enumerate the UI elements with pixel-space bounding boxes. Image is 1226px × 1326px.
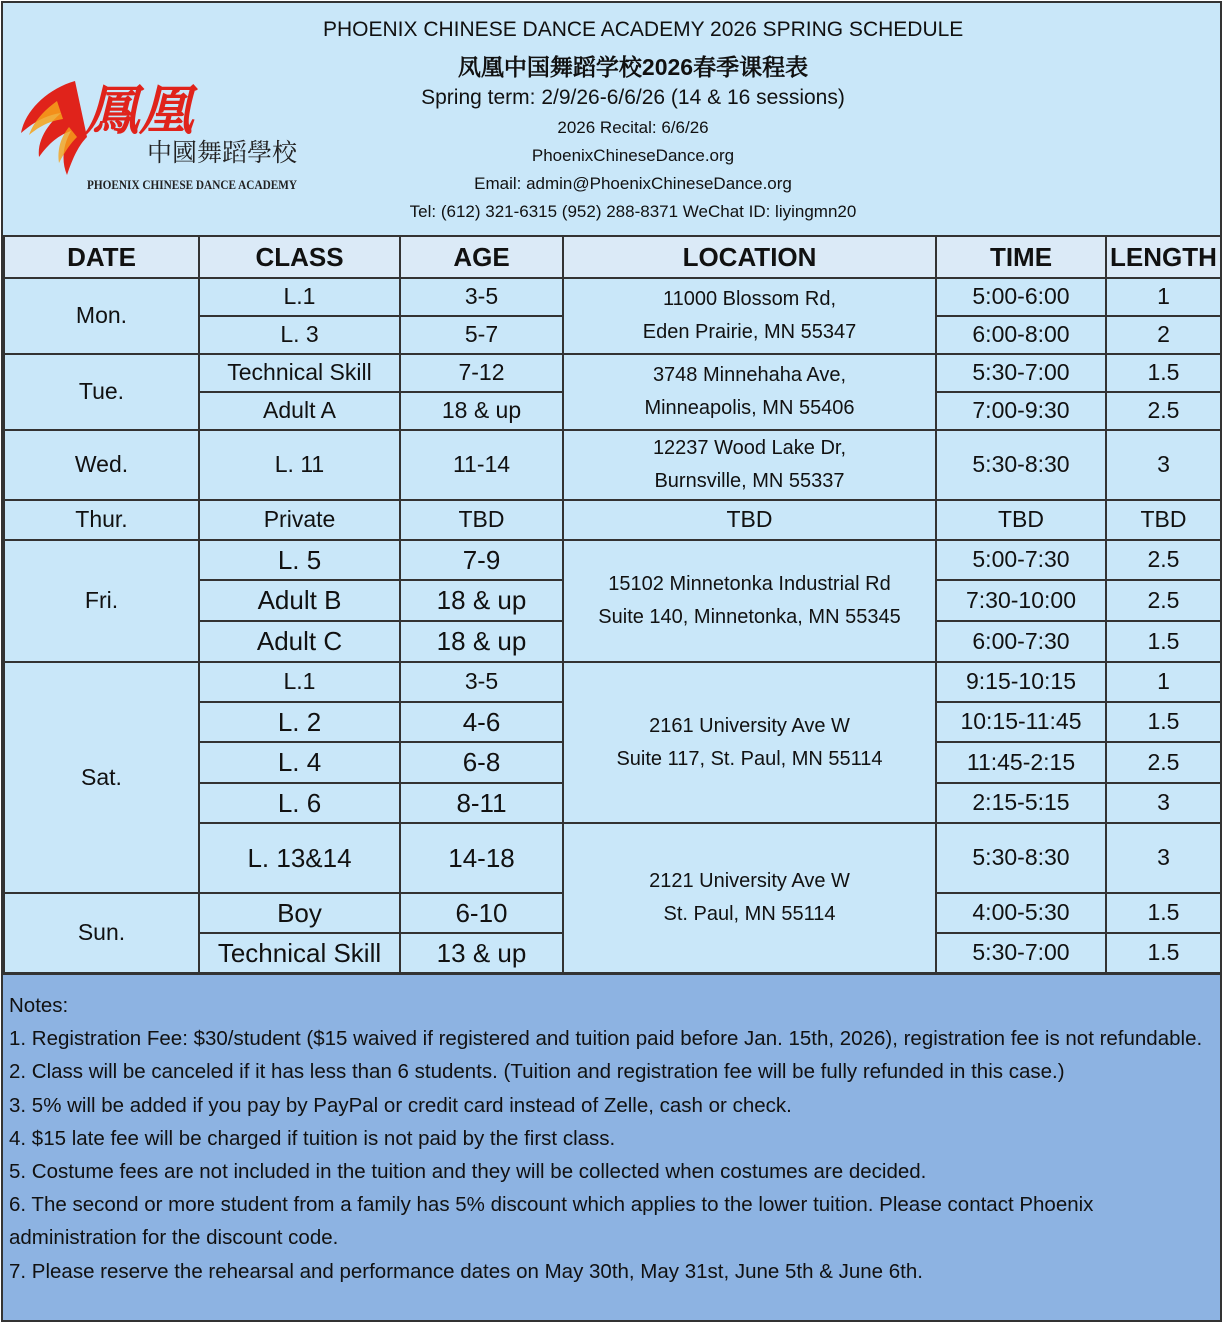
time-cell: 4:00-5:30 xyxy=(936,893,1106,933)
day-cell: Tue. xyxy=(4,354,199,430)
age-cell: TBD xyxy=(400,500,563,540)
class-cell: Boy xyxy=(199,893,400,933)
col-header-class: CLASS xyxy=(199,236,400,278)
location-line: 15102 Minnetonka Industrial Rd xyxy=(608,573,891,595)
class-cell: Adult C xyxy=(199,621,400,662)
time-cell: 5:00-7:30 xyxy=(936,540,1106,580)
location-cell xyxy=(563,354,936,430)
location-cell xyxy=(563,540,936,662)
time-cell: 6:00-8:00 xyxy=(936,316,1106,354)
table-row xyxy=(4,354,1221,392)
time-cell: 5:30-7:00 xyxy=(936,354,1106,392)
age-cell: 8-11 xyxy=(400,783,563,823)
table-row xyxy=(4,430,1221,500)
length-cell: 2 xyxy=(1106,316,1221,354)
note-item: 6. The second or more student from a family has 5% discount which applies to the lower tuition. Please contact Phoenix administration for the discount code. xyxy=(9,1193,1094,1250)
length-cell: 3 xyxy=(1106,823,1221,893)
table-row xyxy=(4,500,1221,540)
day-cell: Fri. xyxy=(4,540,199,662)
location-line: Eden Prairie, MN 55347 xyxy=(642,321,857,343)
age-cell: 18 & up xyxy=(400,621,563,662)
note-item: 1. Registration Fee: $30/student ($15 waived if registered and tuition paid before Jan. 15th, 2026), registration fee is not refundable. xyxy=(9,1027,1203,1051)
time-cell: 5:30-8:30 xyxy=(936,430,1106,500)
age-cell: 13 & up xyxy=(400,933,563,973)
time-cell: 2:15-5:15 xyxy=(936,783,1106,823)
age-cell: 18 & up xyxy=(400,580,563,621)
time-cell: 11:45-2:15 xyxy=(936,742,1106,783)
location-line: Suite 117, St. Paul, MN 55114 xyxy=(616,747,883,770)
day-cell: Sun. xyxy=(4,893,199,973)
email-link[interactable]: Email: admin@PhoenixChineseDance.org xyxy=(474,174,792,193)
location-line: St. Paul, MN 55114 xyxy=(663,903,836,925)
location-line: Minneapolis, MN 55406 xyxy=(644,397,855,419)
website-link[interactable]: PhoenixChineseDance.org xyxy=(531,146,735,165)
age-cell: 11-14 xyxy=(400,430,563,500)
logo-cn-name: 中國舞蹈學校 xyxy=(147,138,298,167)
length-cell: 1.5 xyxy=(1106,893,1221,933)
location-line: 11000 Blossom Rd, xyxy=(662,288,837,310)
notes-heading: Notes: xyxy=(9,994,69,1017)
class-cell: L. 4 xyxy=(199,742,400,783)
age-cell: 4-6 xyxy=(400,702,563,742)
length-cell: 1.5 xyxy=(1106,621,1221,662)
length-cell: 2.5 xyxy=(1106,580,1221,621)
location-cell xyxy=(563,430,936,500)
location-line: Burnsville, MN 55337 xyxy=(654,470,845,492)
location-line: 3748 Minnehaha Ave, xyxy=(652,364,847,386)
class-cell: L. 6 xyxy=(199,783,400,823)
time-cell: 5:30-7:00 xyxy=(936,933,1106,973)
logo-big-chars: 鳳凰 xyxy=(85,78,193,142)
class-cell: L. 3 xyxy=(199,316,400,354)
note-item: 2. Class will be canceled if it has less than 6 students. (Tuition and registration fee will be fully refunded in this case.) xyxy=(9,1060,1065,1084)
age-cell: 14-18 xyxy=(400,823,563,893)
length-cell: 3 xyxy=(1106,783,1221,823)
length-cell: 3 xyxy=(1106,430,1221,500)
age-cell: 7-12 xyxy=(400,354,563,392)
time-cell: 6:00-7:30 xyxy=(936,621,1106,662)
col-header-length: LENGTH xyxy=(1106,236,1221,278)
length-cell: 1 xyxy=(1106,278,1221,316)
class-cell: Adult A xyxy=(199,392,400,430)
time-cell: 7:00-9:30 xyxy=(936,392,1106,430)
day-cell: Thur. xyxy=(4,500,199,540)
table-row xyxy=(4,662,1221,702)
age-cell: 6-10 xyxy=(400,893,563,933)
class-cell: L.1 xyxy=(199,278,400,316)
class-cell: Adult B xyxy=(199,580,400,621)
age-cell: 18 & up xyxy=(400,392,563,430)
location-line: 12237 Wood Lake Dr, xyxy=(652,437,847,459)
class-cell: Technical Skill xyxy=(199,354,400,392)
location-cell: TBD xyxy=(563,500,936,540)
note-item: 5. Costume fees are not included in the tuition and they will be collected when costumes are decided. xyxy=(9,1160,927,1184)
time-cell: 10:15-11:45 xyxy=(936,702,1106,742)
location-cell xyxy=(563,662,936,823)
age-cell: 5-7 xyxy=(400,316,563,354)
contact-info: Tel: (612) 321-6315 (952) 288-8371 WeChat ID: liyingmn20 xyxy=(409,202,857,221)
time-cell: 5:30-8:30 xyxy=(936,823,1106,893)
age-cell: 3-5 xyxy=(400,662,563,702)
class-cell: L.1 xyxy=(199,662,400,702)
time-cell: 7:30-10:00 xyxy=(936,580,1106,621)
note-item: 3. 5% will be added if you pay by PayPal or credit card instead of Zelle, cash or check. xyxy=(9,1093,792,1117)
age-cell: 6-8 xyxy=(400,742,563,783)
length-cell: 2.5 xyxy=(1106,392,1221,430)
col-header-time: TIME xyxy=(936,236,1106,278)
class-cell: L. 5 xyxy=(199,540,400,580)
table-row xyxy=(4,540,1221,580)
table-row xyxy=(4,278,1221,316)
time-cell: TBD xyxy=(936,500,1106,540)
table-header-row xyxy=(4,236,1221,278)
col-header-date: DATE xyxy=(4,236,199,278)
age-cell: 7-9 xyxy=(400,540,563,580)
length-cell: 2.5 xyxy=(1106,742,1221,783)
day-cell: Wed. xyxy=(4,430,199,500)
header xyxy=(3,3,1220,235)
day-cell: Sat. xyxy=(4,662,199,893)
class-cell: L. 13&14 xyxy=(199,823,400,893)
length-cell: 1.5 xyxy=(1106,702,1221,742)
age-cell: 3-5 xyxy=(400,278,563,316)
recital-date: 2026 Recital: 6/6/26 xyxy=(557,118,709,137)
title-english: PHOENIX CHINESE DANCE ACADEMY 2026 SPRING SCHEDULE xyxy=(323,18,964,41)
length-cell: 2.5 xyxy=(1106,540,1221,580)
time-cell: 5:00-6:00 xyxy=(936,278,1106,316)
notes-section xyxy=(3,973,1220,1320)
phoenix-wing-icon xyxy=(21,81,87,175)
location-line: 2121 University Ave W xyxy=(649,870,850,892)
title-chinese: 凤凰中国舞蹈学校2026春季课程表 xyxy=(457,54,809,80)
day-cell: Mon. xyxy=(4,278,199,354)
class-cell: L. 11 xyxy=(199,430,400,500)
location-cell xyxy=(563,278,936,354)
length-cell: TBD xyxy=(1106,500,1221,540)
length-cell: 1.5 xyxy=(1106,933,1221,973)
class-cell: Private xyxy=(199,500,400,540)
phoenix-logo xyxy=(17,71,307,195)
schedule-table xyxy=(3,235,1222,974)
length-cell: 1 xyxy=(1106,662,1221,702)
note-item: 7. Please reserve the rehearsal and performance dates on May 30th, May 31st, June 5th & June 6th. xyxy=(9,1259,923,1283)
time-cell: 9:15-10:15 xyxy=(936,662,1106,702)
class-cell: L. 2 xyxy=(199,702,400,742)
spring-term: Spring term: 2/9/26-6/6/26 (14 & 16 sessions) xyxy=(421,86,845,109)
location-cell xyxy=(563,823,936,973)
col-header-location: LOCATION xyxy=(563,236,936,278)
col-header-age: AGE xyxy=(400,236,563,278)
schedule-sheet xyxy=(1,1,1222,1322)
location-line: 2161 University Ave W xyxy=(649,714,850,737)
location-line: Suite 140, Minnetonka, MN 55345 xyxy=(598,606,901,628)
length-cell: 1.5 xyxy=(1106,354,1221,392)
class-cell: Technical Skill xyxy=(199,933,400,973)
logo-en-name: PHOENIX CHINESE DANCE ACADEMY xyxy=(87,178,297,192)
note-item: 4. $15 late fee will be charged if tuition is not paid by the first class. xyxy=(9,1126,616,1150)
